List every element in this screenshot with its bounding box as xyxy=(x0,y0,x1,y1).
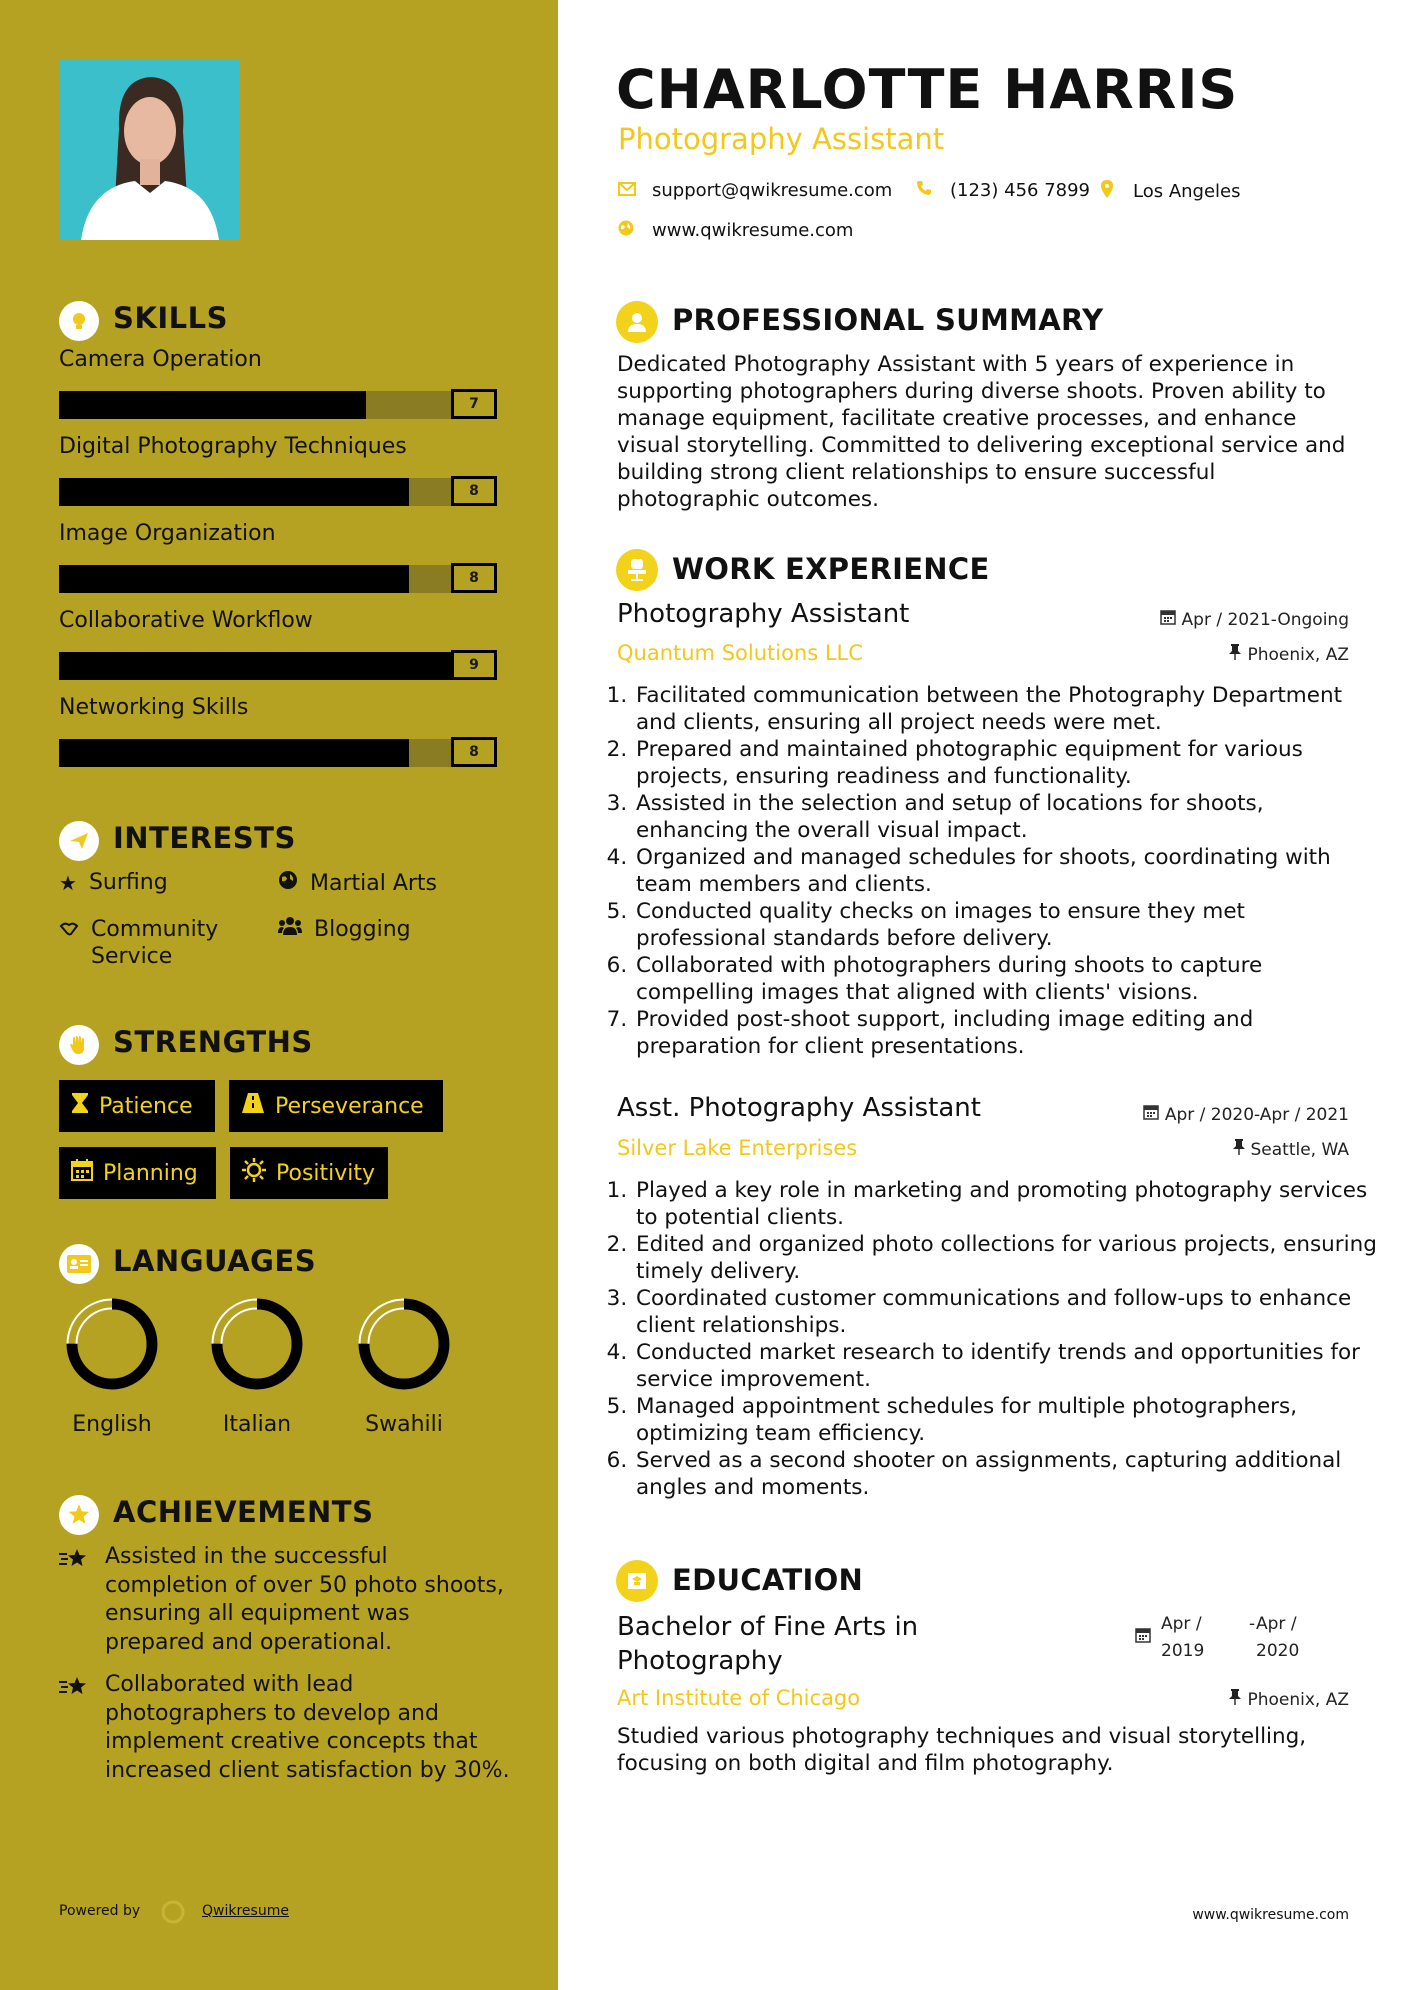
calendar-icon xyxy=(1160,609,1176,630)
interest-item: Blogging xyxy=(278,916,411,942)
skill-bar-fill xyxy=(59,391,366,419)
skill-bar xyxy=(59,478,497,506)
hand-icon xyxy=(59,1025,99,1065)
duty-item: 3. Coordinated customer communications and follow-ups to enhance client relationships. xyxy=(634,1285,1379,1339)
duty-item: 6. Collaborated with photographers during shoots to capture compelling images that aligned with clients' visions. xyxy=(634,952,1379,1006)
qwikresume-logo-icon xyxy=(160,1899,186,1929)
strength-badge: Planning xyxy=(59,1147,216,1199)
pushpin-icon xyxy=(1229,1689,1241,1710)
skill-bar xyxy=(59,739,497,767)
interests-title: INTERESTS xyxy=(113,821,296,855)
achievements-title: ACHIEVEMENTS xyxy=(113,1495,374,1529)
bulb-icon xyxy=(59,301,99,341)
skill-bar xyxy=(59,391,497,419)
skill-label: Collaborative Workflow xyxy=(59,608,313,633)
contact-website[interactable]: www.qwikresume.com xyxy=(618,220,853,241)
job-title: Asst. Photography Assistant xyxy=(617,1093,981,1123)
strength-badge: Patience xyxy=(59,1080,215,1132)
language-name: English xyxy=(72,1412,152,1437)
job-title: Photography Assistant xyxy=(617,599,910,629)
contact-email[interactable]: support@qwikresume.com xyxy=(618,180,892,201)
job-duties xyxy=(612,1177,1379,1501)
company-name: Quantum Solutions LLC xyxy=(617,641,863,665)
strength-badge: Positivity xyxy=(230,1147,388,1199)
education-location: Phoenix, AZ xyxy=(1000,1689,1349,1710)
duty-item: 2. Prepared and maintained photographic equipment for various projects, ensuring readiness and functionality. xyxy=(634,736,1379,790)
skill-score: 9 xyxy=(451,650,497,680)
qwikresume-link[interactable]: Qwikresume xyxy=(202,1903,289,1919)
handshake-icon xyxy=(59,918,79,944)
duty-item: 2. Edited and organized photo collections for various projects, ensuring timely delivery. xyxy=(634,1231,1379,1285)
map-pin-icon xyxy=(1101,180,1113,203)
paper-plane-icon xyxy=(59,821,99,861)
skill-bar-fill xyxy=(59,739,409,767)
hourglass-icon xyxy=(71,1092,89,1120)
globe-icon xyxy=(618,220,634,241)
school-name: Art Institute of Chicago xyxy=(617,1686,861,1710)
education-text: Studied various photography techniques and visual storytelling, focusing on both digital and film photography. xyxy=(617,1724,1307,1776)
job-dates: Apr / 2020-Apr / 2021 xyxy=(1000,1104,1349,1125)
skill-score: 8 xyxy=(451,563,497,593)
job-duties xyxy=(612,682,1379,1060)
duty-item: 1. Played a key role in marketing and promoting photography services to potential clients. xyxy=(634,1177,1379,1231)
duty-item: 6. Served as a second shooter on assignments, capturing additional angles and moments. xyxy=(634,1447,1379,1501)
duty-item: 3. Assisted in the selection and setup of locations for shoots, enhancing the overall visual impact. xyxy=(634,790,1379,844)
language-ring xyxy=(60,1292,164,1396)
strengths-title: STRENGTHS xyxy=(113,1025,313,1059)
date-separator: - xyxy=(1249,1614,1256,1634)
graduation-icon xyxy=(616,1560,658,1602)
pushpin-icon xyxy=(1229,644,1241,665)
id-card-icon xyxy=(59,1244,99,1284)
strength-badge: Perseverance xyxy=(229,1080,443,1132)
skills-title: SKILLS xyxy=(113,301,228,335)
education-end: Apr / 2020 xyxy=(1256,1614,1300,1661)
profile-photo xyxy=(59,59,240,240)
skill-bar-fill xyxy=(59,478,409,506)
job-location: Phoenix, AZ xyxy=(1000,644,1349,665)
job-location: Seattle, WA xyxy=(1000,1139,1349,1160)
skill-label: Networking Skills xyxy=(59,695,249,720)
languages-title: LANGUAGES xyxy=(113,1244,317,1278)
shooting-star-icon xyxy=(59,1674,89,1704)
achievement-text: Assisted in the successful completion of over 50 photo shoots, ensuring all equipment was prepared and operational. xyxy=(105,1544,504,1655)
job-dates: Apr / 2021-Ongoing xyxy=(1000,609,1349,630)
skill-label: Digital Photography Techniques xyxy=(59,434,407,459)
duty-item: 4. Conducted market research to identify trends and opportunities for service improvement. xyxy=(634,1339,1379,1393)
candidate-role: Photography Assistant xyxy=(618,122,945,156)
duty-item: 7. Provided post-shoot support, including image editing and preparation for client presentations. xyxy=(634,1006,1379,1060)
duty-item: 5. Conducted quality checks on images to ensure they met professional standards before delivery. xyxy=(634,898,1379,952)
contact-phone[interactable]: (123) 456 7899 xyxy=(916,180,1090,201)
language-name: Italian xyxy=(222,1412,292,1437)
envelope-icon xyxy=(618,180,636,201)
road-icon xyxy=(241,1092,265,1120)
achievement-text: Collaborated with lead photographers to develop and implement creative concepts that increased client satisfaction by 30%. xyxy=(105,1672,510,1783)
sun-icon xyxy=(242,1158,266,1188)
company-name: Silver Lake Enterprises xyxy=(617,1136,858,1160)
shooting-star-icon xyxy=(59,1546,89,1576)
calendar-icon xyxy=(71,1159,93,1187)
pushpin-icon xyxy=(1233,1139,1245,1160)
contact-location: Los Angeles xyxy=(1101,180,1241,203)
star-badge-icon xyxy=(59,1495,99,1535)
users-icon xyxy=(278,916,302,942)
phone-icon xyxy=(916,180,932,201)
candidate-name: CHARLOTTE HARRIS xyxy=(616,58,1239,121)
calendar-icon xyxy=(1135,1627,1151,1647)
interest-item: Community Service xyxy=(59,916,259,970)
language-ring xyxy=(352,1292,456,1396)
person-silhouette-icon xyxy=(59,59,240,240)
skill-bar xyxy=(59,652,497,680)
language-name: Swahili xyxy=(365,1412,443,1437)
skill-score: 8 xyxy=(451,476,497,506)
language-ring xyxy=(205,1292,309,1396)
powered-by-label: Powered by xyxy=(59,1903,141,1919)
skill-score: 8 xyxy=(451,737,497,767)
experience-title: WORK EXPERIENCE xyxy=(672,552,990,586)
summary-title: PROFESSIONAL SUMMARY xyxy=(672,303,1104,337)
skill-bar-fill xyxy=(59,565,409,593)
education-start: Apr / 2019 xyxy=(1161,1614,1205,1661)
degree-title: Bachelor of Fine Arts in Photography xyxy=(617,1612,919,1676)
summary-text: Dedicated Photography Assistant with 5 years of experience in supporting photographers during diverse shoots. Proven ability to manage equipment, facilitate creative processes, and enhance visual storytelling. Committed to delivering exceptional service and building strong client relationships to ensure successful photographic outcomes. xyxy=(617,352,1346,512)
duty-item: 5. Managed appointment schedules for multiple photographers, optimizing team efficiency. xyxy=(634,1393,1379,1447)
interest-item: Martial Arts xyxy=(278,870,437,896)
footer-website[interactable]: www.qwikresume.com xyxy=(1192,1907,1349,1923)
duty-item: 4. Organized and managed schedules for shoots, coordinating with team members and clients. xyxy=(634,844,1379,898)
user-icon xyxy=(616,301,658,343)
chair-icon xyxy=(616,549,658,591)
interest-item: ★ Surfing xyxy=(59,870,168,895)
star-icon: ★ xyxy=(59,870,77,895)
skill-bar xyxy=(59,565,497,593)
calendar-icon xyxy=(1143,1104,1159,1125)
skill-label: Camera Operation xyxy=(59,347,262,372)
education-title: EDUCATION xyxy=(672,1563,864,1597)
skill-bar-fill xyxy=(59,652,453,680)
globe-icon xyxy=(278,870,298,896)
duty-item: 1. Facilitated communication between the Photography Department and clients, ensuring all project needs were met. xyxy=(634,682,1379,736)
skill-score: 7 xyxy=(451,389,497,419)
skill-label: Image Organization xyxy=(59,521,276,546)
